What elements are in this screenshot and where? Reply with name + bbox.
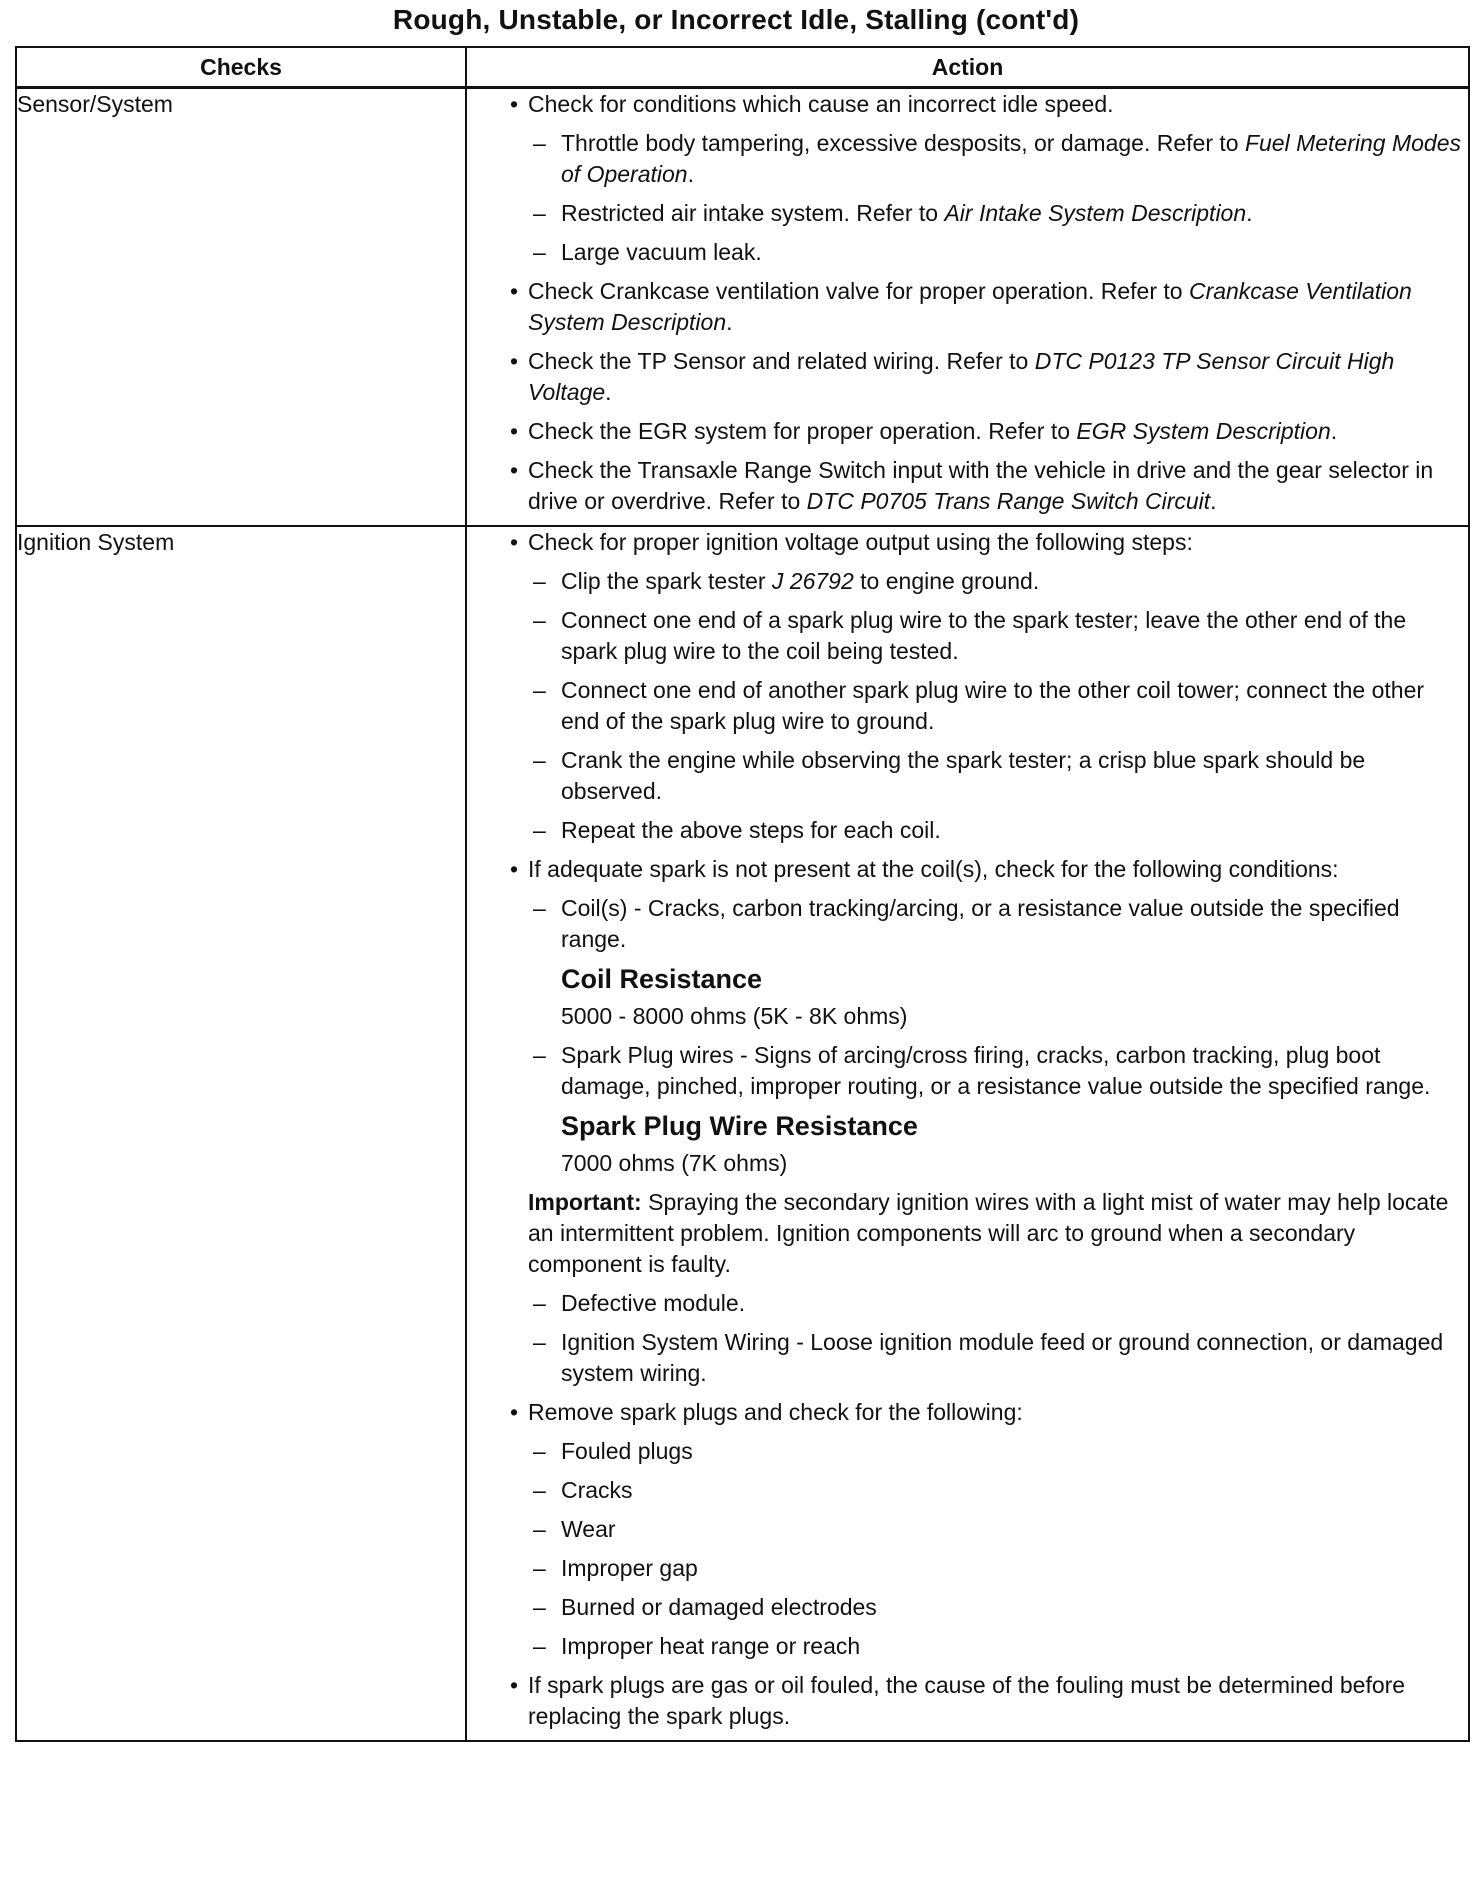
dash-sub-item	[467, 1553, 1468, 1584]
action-cell	[466, 88, 1469, 527]
dash-sub-item	[467, 893, 1468, 955]
item-text: Remove spark plugs and check for the following:	[528, 1399, 1023, 1425]
bullet-marker: •	[510, 457, 519, 483]
dash-marker: –	[533, 895, 546, 921]
dash-sub-item	[467, 1327, 1468, 1389]
dash-sub-item	[467, 815, 1468, 846]
dash-marker: –	[533, 568, 546, 594]
item-text: Defective module.	[561, 1290, 746, 1316]
bullet-marker: •	[510, 1399, 519, 1425]
item-text: Check Crankcase ventilation valve for proper operation. Refer to	[528, 278, 1189, 304]
item-text-tail: .	[687, 161, 694, 187]
table-row	[16, 526, 1469, 1741]
dash-marker: –	[533, 607, 546, 633]
reference-link-text: J 26792	[771, 568, 854, 594]
item-text-tail: .	[1210, 488, 1217, 514]
item-text: If spark plugs are gas or oil fouled, the cause of the fouling must be determined before replacing the spark plugs.	[528, 1672, 1406, 1729]
table-header-row	[16, 47, 1469, 88]
item-text: Clip the spark tester	[561, 568, 772, 594]
dash-sub-item	[467, 1040, 1468, 1102]
dash-sub-item	[467, 237, 1468, 268]
item-text: Restricted air intake system. Refer to	[561, 200, 945, 226]
specification-value: 5000 - 8000 ohms (5K - 8K ohms)	[561, 1003, 908, 1029]
item-text: Check for proper ignition voltage output using the following steps:	[528, 529, 1193, 555]
bullet-item	[467, 89, 1468, 120]
table-row	[16, 88, 1469, 527]
dash-marker: –	[533, 200, 546, 226]
item-text: Improper heat range or reach	[561, 1633, 861, 1659]
action-column-header: Action	[466, 47, 1469, 88]
item-text: Connect one end of another spark plug wire to the other coil tower; connect the other end of the spark plug wire to ground.	[561, 677, 1425, 734]
specification-label: Spark Plug Wire Resistance	[561, 1111, 918, 1141]
dash-sub-item	[467, 605, 1468, 667]
item-text: Check for conditions which cause an incorrect idle speed.	[528, 91, 1114, 117]
dash-marker: –	[533, 130, 546, 156]
dash-marker: –	[533, 1555, 546, 1581]
dash-marker: –	[533, 747, 546, 773]
bullet-item	[467, 527, 1468, 558]
bullet-item	[467, 1397, 1468, 1428]
important-label: Important:	[528, 1189, 642, 1215]
reference-link-text: Crankcase Ventilation System Description	[528, 278, 1412, 335]
item-text: Throttle body tampering, excessive desposits, or damage. Refer to	[561, 130, 1245, 156]
specification-value: 7000 ohms (7K ohms)	[561, 1150, 788, 1176]
item-text: Check the Transaxle Range Switch input with the vehicle in drive and the gear selector in drive or overdrive. Refer to	[528, 457, 1434, 514]
check-cell: Sensor/System	[16, 88, 466, 527]
reference-link-text: EGR System Description	[1076, 418, 1331, 444]
dash-marker: –	[533, 1477, 546, 1503]
dash-sub-item	[467, 1475, 1468, 1506]
item-text: Improper gap	[561, 1555, 698, 1581]
reference-link-text: Air Intake System Description	[944, 200, 1247, 226]
item-text-tail: to engine ground.	[853, 568, 1040, 594]
item-text: Fouled plugs	[561, 1438, 693, 1464]
item-text: Burned or damaged electrodes	[561, 1594, 877, 1620]
item-text: Ignition System Wiring - Loose ignition module feed or ground connection, or damaged system wiring.	[561, 1329, 1444, 1386]
bullet-marker: •	[510, 418, 519, 444]
bullet-marker: •	[510, 856, 519, 882]
bullet-item	[467, 854, 1468, 885]
item-text-tail: .	[605, 379, 612, 405]
dash-marker: –	[533, 1329, 546, 1355]
dash-marker: –	[533, 1516, 546, 1542]
item-text: Check the TP Sensor and related wiring. Refer to	[528, 348, 1035, 374]
dash-sub-item	[467, 1514, 1468, 1545]
item-text-tail: .	[1330, 418, 1338, 444]
dash-marker: –	[533, 1594, 546, 1620]
dash-sub-item	[467, 1631, 1468, 1662]
item-text: Cracks	[561, 1477, 633, 1503]
dash-sub-item	[467, 1436, 1468, 1467]
dash-sub-item	[467, 1288, 1468, 1319]
reference-link-text: Fuel Metering Modes of Operation	[561, 130, 1461, 187]
dash-marker: –	[533, 677, 546, 703]
dash-marker: –	[533, 817, 546, 843]
item-text: Connect one end of a spark plug wire to the spark tester; leave the other end of the spark plug wire to the coil being tested.	[561, 607, 1407, 664]
item-text: Spark Plug wires - Signs of arcing/cross firing, cracks, carbon tracking, plug boot damage, pinched, improper routing, or a resistance value outside the specified range.	[561, 1042, 1431, 1099]
item-text: Coil(s) - Cracks, carbon tracking/arcing, or a resistance value outside the specified range.	[561, 895, 1400, 952]
item-text: If adequate spark is not present at the coil(s), check for the following conditions:	[528, 856, 1339, 882]
dash-marker: –	[533, 1042, 546, 1068]
dash-marker: –	[533, 239, 546, 265]
bullet-item	[467, 455, 1468, 517]
important-note	[467, 1187, 1468, 1280]
bullet-marker: •	[510, 348, 519, 374]
bullet-item	[467, 346, 1468, 408]
bullet-item	[467, 416, 1468, 447]
dash-marker: –	[533, 1633, 546, 1659]
reference-link-text: DTC P0123 TP Sensor Circuit High Voltage	[528, 348, 1395, 405]
item-text-tail: .	[1246, 200, 1253, 226]
dash-sub-item	[467, 198, 1468, 229]
dash-sub-item	[467, 675, 1468, 737]
item-text: Repeat the above steps for each coil.	[561, 817, 941, 843]
dash-sub-item	[467, 745, 1468, 807]
page-title: Rough, Unstable, or Incorrect Idle, Stalling (cont'd)	[392, 4, 1080, 35]
dash-sub-item	[467, 566, 1468, 597]
item-text: Check the EGR system for proper operation. Refer to	[528, 418, 1077, 444]
item-text: Large vacuum leak.	[561, 239, 762, 265]
dash-sub-item	[467, 128, 1468, 190]
troubleshooting-table	[15, 46, 1470, 1742]
dash-marker: –	[533, 1438, 546, 1464]
action-cell	[466, 526, 1469, 1741]
reference-link-text: DTC P0705 Trans Range Switch Circuit	[806, 488, 1211, 514]
bullet-marker: •	[510, 91, 519, 117]
item-text-tail: .	[726, 309, 733, 335]
bullet-marker: •	[510, 278, 519, 304]
item-text: Wear	[561, 1516, 616, 1542]
bullet-item	[467, 276, 1468, 338]
bullet-marker: •	[510, 529, 519, 555]
specification-label: Coil Resistance	[561, 964, 763, 994]
bullet-marker: •	[510, 1672, 519, 1698]
dash-marker: –	[533, 1290, 546, 1316]
dash-sub-item	[467, 1592, 1468, 1623]
bullet-item	[467, 1670, 1468, 1732]
note-text: Spraying the secondary ignition wires with a light mist of water may help locate an intermittent problem. Ignition components will arc to ground when a secondary component is faulty.	[528, 1189, 1449, 1277]
check-cell: Ignition System	[16, 526, 466, 1741]
item-text: Crank the engine while observing the spark tester; a crisp blue spark should be observed.	[561, 747, 1366, 804]
checks-column-header: Checks	[16, 47, 466, 88]
